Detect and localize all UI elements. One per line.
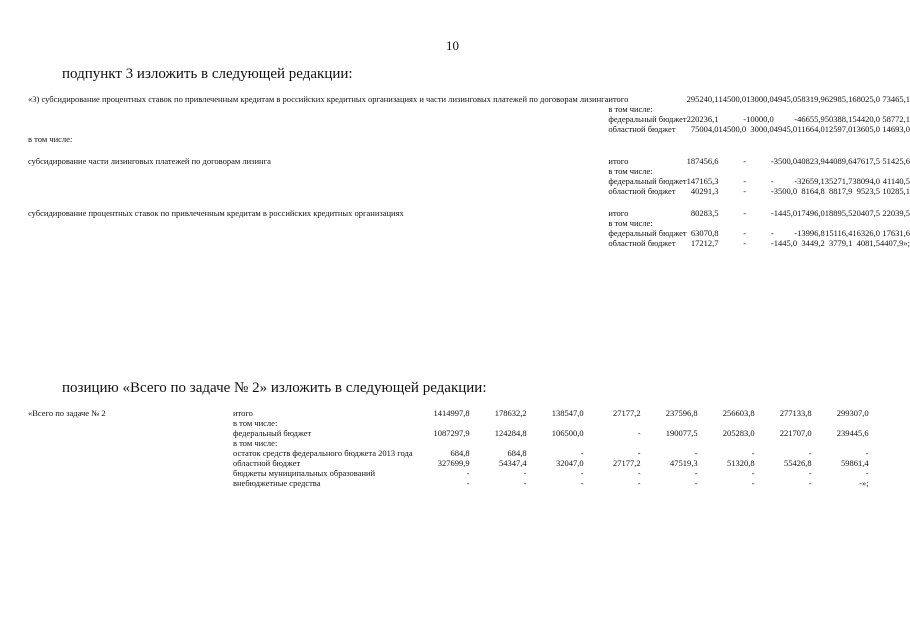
value-cell bbox=[852, 218, 880, 228]
value-cell bbox=[774, 104, 797, 114]
value-cell: 15116,4 bbox=[825, 228, 853, 238]
funding-source-label: итого bbox=[608, 94, 629, 104]
value-cell bbox=[797, 104, 825, 114]
value-cell: 47617,5 bbox=[852, 156, 880, 166]
table-row bbox=[28, 144, 910, 156]
value-cell bbox=[880, 104, 910, 114]
value-cell: 237596,8 bbox=[665, 408, 698, 418]
funding-source-label: внебюджетные средства bbox=[233, 478, 321, 488]
spacer-cell bbox=[28, 144, 910, 156]
value-cell: 684,8 bbox=[450, 448, 470, 458]
value-cell: - bbox=[523, 468, 527, 478]
value-cell: 68025,0 bbox=[852, 94, 880, 104]
value-cell: -»; bbox=[859, 478, 869, 488]
value-cell: - bbox=[694, 468, 698, 478]
value-cell: 44089,6 bbox=[824, 156, 853, 166]
value-cell: 239445,6 bbox=[836, 428, 869, 438]
value-cell bbox=[413, 418, 470, 428]
funding-source-label: итого bbox=[608, 156, 629, 166]
value-cell bbox=[719, 134, 747, 144]
value-cell: - bbox=[637, 468, 641, 478]
value-cell: 51320,8 bbox=[726, 458, 755, 468]
value-cell bbox=[825, 166, 853, 176]
value-cell: 47519,3 bbox=[669, 458, 698, 468]
value-cell: - bbox=[794, 176, 798, 186]
item-description: в том числе: bbox=[28, 134, 73, 144]
funding-source-label: областной бюджет bbox=[608, 186, 676, 196]
value-cell: 32659,1 bbox=[797, 176, 825, 186]
value-cell: 55426,8 bbox=[783, 458, 812, 468]
value-cell: 106500,0 bbox=[551, 428, 584, 438]
value-cell bbox=[812, 438, 869, 448]
funding-source-label: итого bbox=[233, 408, 253, 418]
value-cell bbox=[413, 438, 470, 448]
value-cell bbox=[687, 218, 719, 228]
value-cell: 46655,9 bbox=[797, 114, 825, 124]
value-cell: 59861,4 bbox=[840, 458, 869, 468]
value-cell: - bbox=[794, 228, 798, 238]
value-cell: 3500,0 bbox=[773, 156, 798, 166]
value-cell: - bbox=[637, 428, 641, 438]
funding-source-label: остаток средств федерального бюджета 2013 года bbox=[233, 448, 413, 458]
value-cell: - bbox=[466, 478, 470, 488]
value-cell: 187456,6 bbox=[686, 156, 719, 166]
value-cell: - bbox=[808, 468, 812, 478]
total-task-2-table bbox=[28, 408, 869, 488]
value-cell: - bbox=[808, 478, 812, 488]
funding-source-label: областной бюджет bbox=[608, 238, 676, 248]
value-cell: 4945,0 bbox=[773, 94, 798, 104]
value-cell: 63070,8 bbox=[690, 228, 719, 238]
value-cell: - bbox=[637, 448, 641, 458]
value-cell bbox=[852, 166, 880, 176]
value-cell bbox=[812, 418, 869, 428]
value-cell: 13000,0 bbox=[746, 94, 774, 104]
value-cell bbox=[470, 438, 527, 448]
value-cell bbox=[774, 218, 797, 228]
value-cell: - bbox=[466, 468, 470, 478]
value-cell bbox=[527, 438, 584, 448]
value-cell: 18895,5 bbox=[824, 208, 853, 218]
value-cell: 14693,0 bbox=[882, 124, 910, 134]
value-cell bbox=[698, 418, 755, 428]
table-row bbox=[28, 196, 910, 208]
value-cell: - bbox=[743, 186, 747, 196]
value-cell: 1445,0 bbox=[773, 238, 798, 248]
value-cell: 14500,0 bbox=[718, 94, 747, 104]
value-cell: - bbox=[580, 478, 584, 488]
value-cell: 11664,0 bbox=[797, 124, 825, 134]
value-cell: 54347,4 bbox=[498, 458, 527, 468]
value-cell: - bbox=[743, 228, 747, 238]
funding-source-label: федеральный бюджет bbox=[608, 228, 687, 238]
value-cell: 12597,0 bbox=[824, 124, 853, 134]
page-number: 10 bbox=[446, 38, 459, 53]
item-description: «3) субсидирование процентных ставок по привлеченным кредитам в российских кредитных организациях и части лизинговых платежей по договорам лизинга bbox=[28, 94, 609, 104]
value-cell bbox=[880, 134, 910, 144]
value-cell: 20407,5 bbox=[852, 208, 880, 218]
value-cell: 80283,5 bbox=[690, 208, 719, 218]
value-cell bbox=[797, 218, 825, 228]
value-cell: 35271,7 bbox=[824, 176, 853, 186]
value-cell bbox=[746, 218, 774, 228]
value-cell: 22039,5 bbox=[882, 208, 910, 218]
value-cell bbox=[755, 418, 812, 428]
funding-source-label: в том числе: bbox=[608, 218, 653, 228]
funding-source-label: федеральный бюджет bbox=[608, 114, 687, 124]
value-cell: - bbox=[751, 468, 755, 478]
value-cell: 3779,1 bbox=[829, 238, 853, 248]
value-cell bbox=[852, 134, 880, 144]
value-cell: 147165,3 bbox=[686, 176, 719, 186]
value-cell bbox=[797, 134, 825, 144]
value-cell: - bbox=[743, 156, 747, 166]
value-cell bbox=[797, 166, 825, 176]
value-cell bbox=[755, 438, 812, 448]
value-cell: 14500,0 bbox=[718, 124, 747, 134]
funding-source-label: в том числе: bbox=[608, 166, 653, 176]
section-heading-subpoint-3: подпункт 3 изложить в следующей редакции: bbox=[62, 66, 353, 82]
value-cell: 1445,0 bbox=[773, 208, 798, 218]
value-cell: 3000,0 bbox=[750, 124, 774, 134]
table-row bbox=[28, 208, 910, 218]
value-cell: 138547,0 bbox=[551, 408, 584, 418]
value-cell: 299307,0 bbox=[836, 408, 869, 418]
value-cell: 38094,0 bbox=[852, 176, 880, 186]
value-cell: 684,8 bbox=[507, 448, 527, 458]
value-cell bbox=[687, 104, 719, 114]
value-cell: - bbox=[637, 478, 641, 488]
value-cell: 40291,3 bbox=[690, 186, 719, 196]
value-cell: - bbox=[743, 176, 747, 186]
value-cell: 17496,0 bbox=[797, 208, 825, 218]
value-cell: - bbox=[743, 208, 747, 218]
value-cell: 277133,8 bbox=[779, 408, 812, 418]
value-cell: 221707,0 bbox=[779, 428, 812, 438]
table-row bbox=[28, 156, 910, 166]
value-cell: 124284,8 bbox=[494, 428, 527, 438]
value-cell: 295240,1 bbox=[686, 94, 719, 104]
value-cell: 58319,9 bbox=[797, 94, 825, 104]
value-cell: 41140,5 bbox=[882, 176, 910, 186]
value-cell: - bbox=[770, 238, 774, 248]
value-cell bbox=[880, 218, 910, 228]
item-description: субсидирование процентных ставок по привлеченным кредитам в российских кредитных организациях bbox=[28, 208, 404, 218]
value-cell: 16326,0 bbox=[852, 228, 880, 238]
funding-source-label: итого bbox=[608, 208, 629, 218]
value-cell bbox=[719, 104, 747, 114]
value-cell: 220236,1 bbox=[686, 114, 719, 124]
value-cell bbox=[825, 218, 853, 228]
value-cell bbox=[719, 218, 747, 228]
value-cell bbox=[746, 104, 774, 114]
value-cell: 62985,1 bbox=[824, 94, 853, 104]
value-cell bbox=[687, 134, 719, 144]
spacer-cell bbox=[28, 196, 910, 208]
value-cell: 10000,0 bbox=[746, 114, 774, 124]
section-heading-total-task-2: позицию «Всего по задаче № 2» изложить в следующей редакции: bbox=[62, 380, 487, 396]
value-cell: 4081,5 bbox=[856, 238, 880, 248]
value-cell: - bbox=[770, 156, 774, 166]
value-cell: - bbox=[580, 468, 584, 478]
funding-source-label: в том числе: bbox=[608, 104, 653, 114]
funding-source-label: в том числе: bbox=[233, 438, 278, 448]
value-cell: - bbox=[743, 114, 747, 124]
value-cell: 50388,1 bbox=[824, 114, 853, 124]
funding-source-label: в том числе: bbox=[233, 418, 278, 428]
value-cell: 1087297,9 bbox=[433, 428, 470, 438]
value-cell bbox=[641, 438, 698, 448]
value-cell: 17212,7 bbox=[690, 238, 719, 248]
value-cell: - bbox=[694, 478, 698, 488]
table-row bbox=[28, 134, 910, 144]
value-cell: 32047,0 bbox=[555, 458, 584, 468]
value-cell: 13996,8 bbox=[797, 228, 825, 238]
value-cell: 8817,9 bbox=[829, 186, 853, 196]
value-cell: - bbox=[770, 228, 774, 238]
funding-source-label: областной бюджет bbox=[608, 124, 676, 134]
value-cell: 58772,1 bbox=[882, 114, 910, 124]
value-cell: - bbox=[808, 448, 812, 458]
value-cell bbox=[825, 104, 853, 114]
value-cell bbox=[527, 418, 584, 428]
table-row bbox=[28, 408, 869, 418]
value-cell: 3449,2 bbox=[801, 238, 825, 248]
value-cell: 27177,2 bbox=[612, 458, 641, 468]
value-cell: - bbox=[865, 468, 869, 478]
value-cell: 17631,6 bbox=[882, 228, 910, 238]
value-cell: - bbox=[770, 186, 774, 196]
value-cell: 178632,2 bbox=[494, 408, 527, 418]
value-cell: 4407,9»; bbox=[880, 238, 910, 248]
value-cell: - bbox=[743, 238, 747, 248]
value-cell: 40823,9 bbox=[797, 156, 825, 166]
value-cell: 1414997,8 bbox=[433, 408, 470, 418]
value-cell: - bbox=[580, 448, 584, 458]
funding-source-label: областной бюджет bbox=[233, 458, 301, 468]
value-cell bbox=[687, 166, 719, 176]
item-description: «Всего по задаче № 2 bbox=[28, 408, 106, 418]
value-cell: 9523,5 bbox=[856, 186, 880, 196]
value-cell: 75004,0 bbox=[690, 124, 719, 134]
value-cell bbox=[852, 104, 880, 114]
value-cell: - bbox=[694, 448, 698, 458]
value-cell: 256603,8 bbox=[722, 408, 755, 418]
value-cell: - bbox=[751, 448, 755, 458]
subsidy-table bbox=[28, 94, 910, 248]
value-cell: - bbox=[770, 208, 774, 218]
value-cell: 8164,8 bbox=[801, 186, 825, 196]
value-cell bbox=[746, 134, 774, 144]
value-cell: 27177,2 bbox=[612, 408, 641, 418]
value-cell: - bbox=[770, 176, 774, 186]
value-cell: - bbox=[794, 114, 798, 124]
value-cell bbox=[641, 418, 698, 428]
value-cell bbox=[584, 418, 641, 428]
funding-source-label bbox=[608, 134, 686, 144]
value-cell: 10285,1 bbox=[882, 186, 910, 196]
funding-source-label: федеральный бюджет bbox=[608, 176, 687, 186]
value-cell: 54420,0 bbox=[852, 114, 880, 124]
value-cell: 4945,0 bbox=[773, 124, 798, 134]
value-cell: - bbox=[523, 478, 527, 488]
value-cell: - bbox=[751, 478, 755, 488]
value-cell: - bbox=[865, 448, 869, 458]
table-row bbox=[28, 94, 910, 104]
value-cell: 13605,0 bbox=[852, 124, 880, 134]
value-cell bbox=[698, 438, 755, 448]
value-cell: 190077,5 bbox=[665, 428, 698, 438]
value-cell bbox=[880, 166, 910, 176]
value-cell bbox=[584, 438, 641, 448]
value-cell: 205283,0 bbox=[722, 428, 755, 438]
value-cell: 51425,6 bbox=[882, 156, 910, 166]
funding-source-label: бюджеты муниципальных образований bbox=[233, 468, 376, 478]
item-description: субсидирование части лизинговых платежей по договорам лизинга bbox=[28, 156, 271, 166]
value-cell bbox=[470, 418, 527, 428]
value-cell: 327699,9 bbox=[437, 458, 470, 468]
value-cell bbox=[719, 166, 747, 176]
value-cell bbox=[746, 166, 774, 176]
value-cell: 73465,1 bbox=[882, 94, 910, 104]
funding-source-label: федеральный бюджет bbox=[233, 428, 312, 438]
value-cell: 3500,0 bbox=[773, 186, 798, 196]
value-cell bbox=[774, 134, 797, 144]
value-cell bbox=[825, 134, 853, 144]
value-cell bbox=[774, 166, 797, 176]
